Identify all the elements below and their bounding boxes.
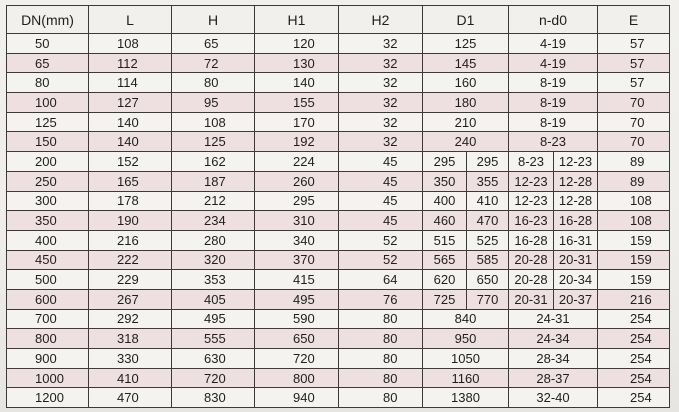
cell-h1: 650 — [255, 329, 339, 349]
cell-l: 216 — [89, 230, 172, 250]
cell-e: 159 — [598, 230, 670, 250]
cell-n-d0-b: 12-28 — [554, 171, 598, 191]
cell-h2: 32 — [339, 34, 423, 54]
cell-h2: 80 — [339, 388, 423, 408]
cell-n-d0: 24-34 — [509, 329, 598, 349]
cell-h2: 80 — [339, 309, 423, 329]
cell-d1-a: 350 — [423, 171, 467, 191]
cell-dn: 50 — [7, 34, 89, 54]
cell-h: 65 — [172, 34, 255, 54]
cell-e: 254 — [598, 368, 670, 388]
cell-h2: 80 — [339, 329, 423, 349]
cell-n-d0-a: 20-31 — [509, 289, 554, 309]
cell-d1: 840 — [423, 309, 509, 329]
header-h1: H1 — [255, 6, 339, 34]
table-row — [7, 329, 670, 349]
cell-n-d0-b: 20-31 — [554, 250, 598, 270]
cell-l: 127 — [89, 93, 172, 113]
cell-h1: 495 — [255, 289, 339, 309]
cell-h2: 32 — [339, 93, 423, 113]
table-row — [7, 211, 670, 231]
table-row — [7, 388, 670, 408]
cell-n-d0-a: 12-23 — [509, 191, 554, 211]
table-row — [7, 171, 670, 191]
cell-n-d0: 8-23 — [509, 132, 598, 152]
cell-h: 187 — [172, 171, 255, 191]
cell-h2: 45 — [339, 152, 423, 172]
cell-n-d0-a: 16-28 — [509, 230, 554, 250]
cell-h2: 76 — [339, 289, 423, 309]
cell-d1-b: 355 — [467, 171, 509, 191]
cell-e: 70 — [598, 112, 670, 132]
cell-d1-b: 650 — [467, 270, 509, 290]
cell-e: 57 — [598, 73, 670, 93]
cell-h1: 310 — [255, 211, 339, 231]
cell-l: 222 — [89, 250, 172, 270]
cell-h1: 192 — [255, 132, 339, 152]
table-row — [7, 349, 670, 369]
table-row — [7, 73, 670, 93]
table-row — [7, 132, 670, 152]
cell-n-d0: 4-19 — [509, 53, 598, 73]
cell-d1-a: 565 — [423, 250, 467, 270]
cell-n-d0-a: 8-23 — [509, 152, 554, 172]
cell-dn: 500 — [7, 270, 89, 290]
cell-d1: 1380 — [423, 388, 509, 408]
cell-l: 292 — [89, 309, 172, 329]
cell-dn: 400 — [7, 230, 89, 250]
cell-e: 254 — [598, 309, 670, 329]
cell-h: 125 — [172, 132, 255, 152]
cell-dn: 700 — [7, 309, 89, 329]
cell-h: 555 — [172, 329, 255, 349]
dimension-table — [6, 5, 670, 408]
cell-h1: 130 — [255, 53, 339, 73]
cell-n-d0-b: 20-37 — [554, 289, 598, 309]
cell-l: 140 — [89, 112, 172, 132]
cell-h1: 720 — [255, 349, 339, 369]
cell-n-d0-b: 20-34 — [554, 270, 598, 290]
table-row — [7, 289, 670, 309]
cell-d1-b: 525 — [467, 230, 509, 250]
cell-dn: 250 — [7, 171, 89, 191]
table-row — [7, 368, 670, 388]
cell-n-d0: 4-19 — [509, 34, 598, 54]
cell-h1: 340 — [255, 230, 339, 250]
cell-h: 720 — [172, 368, 255, 388]
cell-h: 320 — [172, 250, 255, 270]
table-row — [7, 230, 670, 250]
cell-e: 57 — [598, 53, 670, 73]
table-row — [7, 191, 670, 211]
cell-h2: 45 — [339, 171, 423, 191]
cell-e: 70 — [598, 132, 670, 152]
header-d1: D1 — [423, 6, 509, 34]
header-e: E — [598, 6, 670, 34]
table-row — [7, 250, 670, 270]
cell-h1: 155 — [255, 93, 339, 113]
cell-d1-a: 400 — [423, 191, 467, 211]
cell-h: 280 — [172, 230, 255, 250]
cell-l: 140 — [89, 132, 172, 152]
cell-h: 234 — [172, 211, 255, 231]
cell-d1-b: 295 — [467, 152, 509, 172]
cell-n-d0: 24-31 — [509, 309, 598, 329]
cell-n-d0: 28-34 — [509, 349, 598, 369]
table-row — [7, 152, 670, 172]
cell-l: 330 — [89, 349, 172, 369]
cell-n-d0-a: 16-23 — [509, 211, 554, 231]
cell-d1-b: 470 — [467, 211, 509, 231]
cell-n-d0-a: 20-28 — [509, 270, 554, 290]
cell-l: 165 — [89, 171, 172, 191]
cell-dn: 125 — [7, 112, 89, 132]
table-row — [7, 53, 670, 73]
cell-d1-a: 620 — [423, 270, 467, 290]
cell-dn: 65 — [7, 53, 89, 73]
cell-h1: 415 — [255, 270, 339, 290]
cell-dn: 1000 — [7, 368, 89, 388]
cell-d1: 1050 — [423, 349, 509, 369]
cell-n-d0: 32-40 — [509, 388, 598, 408]
cell-h2: 32 — [339, 132, 423, 152]
cell-dn: 150 — [7, 132, 89, 152]
header-n-d0: n-d0 — [509, 6, 598, 34]
cell-e: 254 — [598, 349, 670, 369]
cell-h: 95 — [172, 93, 255, 113]
cell-h1: 140 — [255, 73, 339, 93]
cell-h: 495 — [172, 309, 255, 329]
cell-e: 89 — [598, 152, 670, 172]
cell-l: 470 — [89, 388, 172, 408]
cell-l: 108 — [89, 34, 172, 54]
cell-h: 72 — [172, 53, 255, 73]
cell-h1: 295 — [255, 191, 339, 211]
cell-dn: 300 — [7, 191, 89, 211]
cell-n-d0-a: 12-23 — [509, 171, 554, 191]
cell-n-d0-a: 20-28 — [509, 250, 554, 270]
cell-h: 830 — [172, 388, 255, 408]
cell-l: 229 — [89, 270, 172, 290]
cell-d1-a: 460 — [423, 211, 467, 231]
cell-d1: 180 — [423, 93, 509, 113]
cell-d1: 210 — [423, 112, 509, 132]
cell-e: 216 — [598, 289, 670, 309]
header-h: H — [172, 6, 255, 34]
cell-d1-a: 295 — [423, 152, 467, 172]
cell-h2: 32 — [339, 73, 423, 93]
cell-h2: 80 — [339, 368, 423, 388]
cell-h2: 45 — [339, 191, 423, 211]
cell-e: 57 — [598, 34, 670, 54]
cell-d1-b: 410 — [467, 191, 509, 211]
table-row — [7, 93, 670, 113]
cell-h1: 590 — [255, 309, 339, 329]
header-l: L — [89, 6, 172, 34]
cell-d1-b: 770 — [467, 289, 509, 309]
cell-n-d0-b: 16-31 — [554, 230, 598, 250]
cell-e: 254 — [598, 329, 670, 349]
cell-h2: 32 — [339, 53, 423, 73]
cell-e: 108 — [598, 191, 670, 211]
cell-n-d0: 8-19 — [509, 93, 598, 113]
cell-n-d0: 8-19 — [509, 73, 598, 93]
cell-d1: 240 — [423, 132, 509, 152]
table-body — [7, 34, 670, 408]
cell-e: 89 — [598, 171, 670, 191]
cell-h: 630 — [172, 349, 255, 369]
cell-d1-a: 515 — [423, 230, 467, 250]
cell-h1: 260 — [255, 171, 339, 191]
cell-e: 159 — [598, 270, 670, 290]
cell-h1: 224 — [255, 152, 339, 172]
cell-h1: 120 — [255, 34, 339, 54]
header-dn: DN(mm) — [7, 6, 89, 34]
cell-n-d0: 28-37 — [509, 368, 598, 388]
cell-e: 254 — [598, 388, 670, 408]
cell-d1-b: 585 — [467, 250, 509, 270]
cell-dn: 200 — [7, 152, 89, 172]
cell-h2: 80 — [339, 349, 423, 369]
cell-h: 80 — [172, 73, 255, 93]
cell-dn: 1200 — [7, 388, 89, 408]
cell-d1: 1160 — [423, 368, 509, 388]
cell-h1: 940 — [255, 388, 339, 408]
cell-d1: 125 — [423, 34, 509, 54]
header-h2: H2 — [339, 6, 423, 34]
cell-d1-a: 725 — [423, 289, 467, 309]
cell-h: 212 — [172, 191, 255, 211]
cell-h: 162 — [172, 152, 255, 172]
cell-dn: 900 — [7, 349, 89, 369]
header-row — [7, 6, 670, 34]
cell-dn: 800 — [7, 329, 89, 349]
cell-h: 108 — [172, 112, 255, 132]
table-row — [7, 309, 670, 329]
cell-n-d0-b: 12-28 — [554, 191, 598, 211]
cell-dn: 600 — [7, 289, 89, 309]
cell-dn: 350 — [7, 211, 89, 231]
cell-d1: 145 — [423, 53, 509, 73]
cell-l: 152 — [89, 152, 172, 172]
cell-h: 405 — [172, 289, 255, 309]
cell-h2: 64 — [339, 270, 423, 290]
cell-n-d0-b: 16-28 — [554, 211, 598, 231]
cell-h: 353 — [172, 270, 255, 290]
cell-h1: 370 — [255, 250, 339, 270]
cell-n-d0-b: 12-23 — [554, 152, 598, 172]
cell-h1: 170 — [255, 112, 339, 132]
cell-l: 112 — [89, 53, 172, 73]
table-row — [7, 270, 670, 290]
cell-l: 178 — [89, 191, 172, 211]
cell-dn: 80 — [7, 73, 89, 93]
cell-e: 108 — [598, 211, 670, 231]
cell-h2: 32 — [339, 112, 423, 132]
cell-e: 70 — [598, 93, 670, 113]
cell-h2: 45 — [339, 211, 423, 231]
table-row — [7, 112, 670, 132]
cell-h2: 52 — [339, 230, 423, 250]
cell-n-d0: 8-19 — [509, 112, 598, 132]
cell-l: 267 — [89, 289, 172, 309]
cell-d1: 160 — [423, 73, 509, 93]
cell-l: 318 — [89, 329, 172, 349]
cell-h1: 800 — [255, 368, 339, 388]
cell-dn: 100 — [7, 93, 89, 113]
cell-e: 159 — [598, 250, 670, 270]
cell-d1: 950 — [423, 329, 509, 349]
cell-h2: 52 — [339, 250, 423, 270]
cell-l: 114 — [89, 73, 172, 93]
cell-l: 190 — [89, 211, 172, 231]
cell-dn: 450 — [7, 250, 89, 270]
table-row — [7, 34, 670, 54]
cell-l: 410 — [89, 368, 172, 388]
